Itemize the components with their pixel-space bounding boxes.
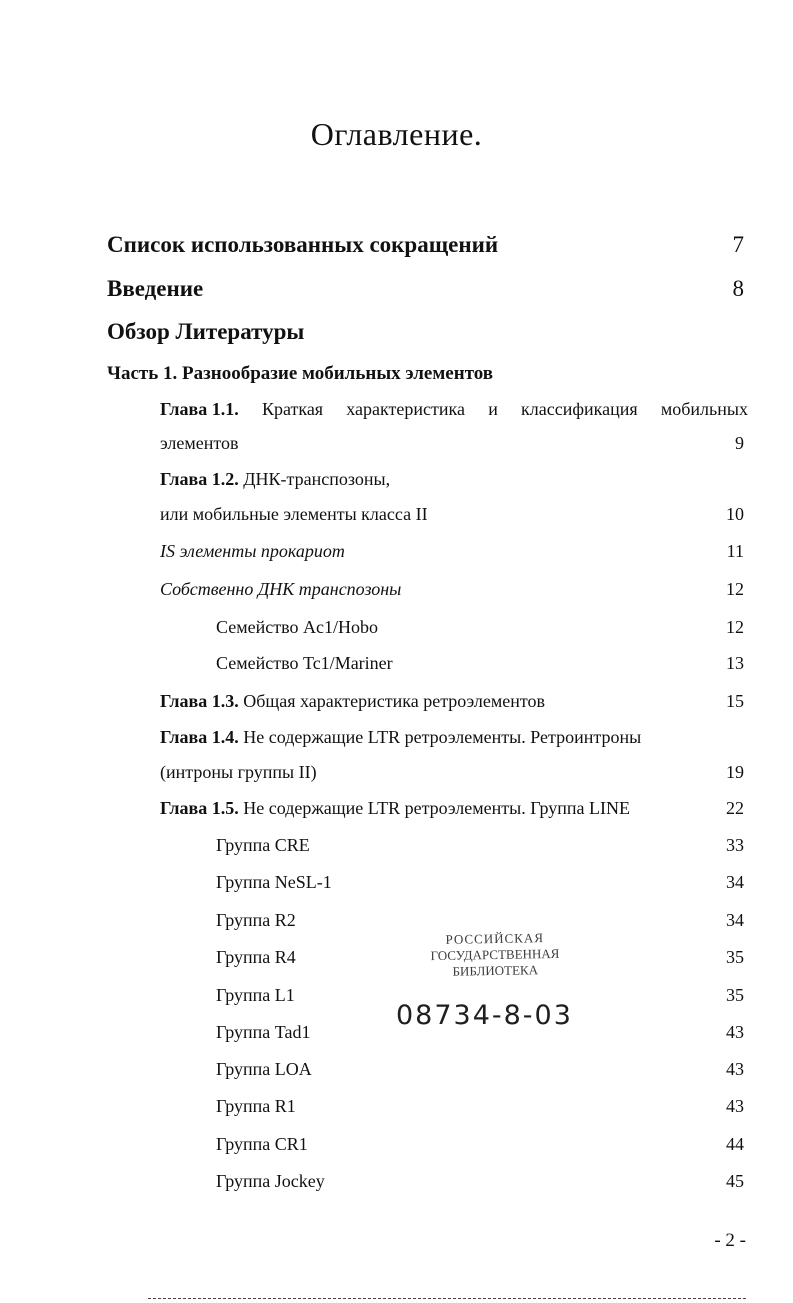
toc-entry-dna-transposons bbox=[160, 579, 744, 600]
toc-entry-page: 22 bbox=[726, 798, 744, 818]
toc-entry-label: Группа L1 bbox=[216, 985, 295, 1005]
toc-entry-tc1-mariner bbox=[216, 653, 744, 674]
toc-entry-label: Семейство Ac1/Hobo bbox=[216, 617, 378, 637]
toc-entry-literature-review bbox=[107, 319, 744, 345]
chapter-prefix: Глава 1.3. bbox=[160, 691, 239, 711]
toc-entry-group bbox=[216, 1096, 744, 1117]
toc-entry-label: Группа CRE bbox=[216, 835, 310, 855]
page-number: - 2 - bbox=[714, 1230, 746, 1251]
toc-entry-page: 43 bbox=[726, 1022, 744, 1042]
toc-entry-label: Не содержащие LTR ретроэлементы. Ретроинтроны bbox=[243, 727, 642, 747]
toc-entry-page: 15 bbox=[726, 691, 744, 711]
handwritten-code-text: 08734-8-03 bbox=[396, 1000, 573, 1031]
toc-entry-chapter-1-2-cont bbox=[160, 504, 744, 525]
toc-entry-label: Группа R4 bbox=[216, 947, 296, 967]
toc-entry-page: 34 bbox=[726, 872, 744, 892]
toc-entry-chapter-1-1 bbox=[160, 399, 748, 420]
toc-entry-group bbox=[216, 872, 744, 893]
chapter-prefix: Глава 1.5. bbox=[160, 798, 239, 818]
toc-entry-chapter-1-3 bbox=[160, 691, 744, 712]
toc-entry-group bbox=[216, 1059, 744, 1080]
toc-entry-page: 9 bbox=[735, 433, 744, 453]
toc-entry-page: 34 bbox=[726, 910, 744, 930]
toc-entry-label: Общая характеристика ретроэлементов bbox=[243, 691, 546, 711]
toc-entry-page: 11 bbox=[726, 541, 744, 561]
toc-entry-chapter-1-5 bbox=[160, 798, 744, 819]
toc-entry-part-1 bbox=[107, 363, 744, 385]
toc-entry-label: Группа Jockey bbox=[216, 1171, 325, 1191]
toc-entry-label: Список использованных сокращений bbox=[107, 232, 499, 257]
toc-entry-chapter-1-4 bbox=[160, 727, 744, 748]
toc-entry-page: 10 bbox=[726, 504, 744, 524]
toc-entry-group bbox=[216, 835, 744, 856]
toc-entry-page: 45 bbox=[726, 1171, 744, 1191]
chapter-word: классификация bbox=[521, 399, 638, 419]
stamp-line: ГОСУДАРСТВЕННАЯ bbox=[430, 945, 560, 964]
toc-entry-page: 35 bbox=[726, 947, 744, 967]
toc-entry-is-elements bbox=[160, 541, 744, 562]
handwritten-code bbox=[394, 990, 664, 1040]
toc-entry-page: 13 bbox=[726, 653, 744, 673]
toc-entry-label: Группа NeSL-1 bbox=[216, 872, 332, 892]
toc-entry-page: 12 bbox=[726, 579, 744, 599]
chapter-word: и bbox=[488, 399, 498, 419]
chapter-word: мобильных bbox=[660, 399, 748, 419]
library-stamp bbox=[395, 929, 596, 980]
toc-entry-page: 43 bbox=[726, 1059, 744, 1079]
toc-entry-label: Группа CR1 bbox=[216, 1134, 308, 1154]
toc-entry-page: 19 bbox=[726, 762, 744, 782]
chapter-word: Краткая bbox=[261, 399, 324, 419]
toc-entry-chapter-1-1-cont bbox=[160, 433, 744, 454]
chapter-word: характеристика bbox=[346, 399, 465, 419]
toc-entry-page: 8 bbox=[732, 276, 744, 301]
toc-entry-page: 43 bbox=[726, 1096, 744, 1116]
toc-entry-label: Группа R1 bbox=[216, 1096, 296, 1116]
toc-entry-label: Собственно ДНК транспозоны bbox=[160, 579, 402, 599]
toc-entry-label: элементов bbox=[160, 433, 239, 453]
toc-entry-label: Введение bbox=[107, 276, 204, 301]
chapter-prefix: Глава 1.2. bbox=[160, 469, 239, 489]
toc-entry-chapter-1-2 bbox=[160, 469, 744, 490]
toc-entry-label: Группа R2 bbox=[216, 910, 296, 930]
toc-entry-group bbox=[216, 1171, 744, 1192]
toc-entry-label: Группа Tad1 bbox=[216, 1022, 311, 1042]
chapter-prefix: Глава 1.4. bbox=[160, 727, 239, 747]
stamp-line: РОССИЙСКАЯ bbox=[445, 930, 545, 947]
page-title: Оглавление. bbox=[310, 116, 483, 152]
chapter-prefix: Глава 1.1. bbox=[160, 399, 239, 419]
toc-entry-page: 7 bbox=[732, 232, 744, 257]
toc-entry-label: Не содержащие LTR ретроэлементы. Группа LINE bbox=[243, 798, 631, 818]
toc-entry-label: или мобильные элементы класса II bbox=[160, 504, 428, 524]
toc-entry-introduction bbox=[107, 276, 744, 302]
toc-entry-chapter-1-4-cont bbox=[160, 762, 744, 783]
toc-entry-label: Группа LOA bbox=[216, 1059, 312, 1079]
footer-divider bbox=[148, 1298, 746, 1299]
toc-entry-label: ДНК-транспозоны, bbox=[243, 469, 391, 489]
toc-entry-label: Обзор Литературы bbox=[107, 319, 305, 344]
toc-entry-page: 44 bbox=[726, 1134, 744, 1154]
stamp-line: БИБЛИОТЕКА bbox=[452, 962, 539, 979]
toc-entry-ac1-hobo bbox=[216, 617, 744, 638]
toc-entry-label: Часть 1. Разнообразие мобильных элементов bbox=[107, 363, 494, 384]
toc-entry-group bbox=[216, 1134, 744, 1155]
toc-entry-label: IS элементы прокариот bbox=[160, 541, 345, 561]
toc-entry-page: 33 bbox=[726, 835, 744, 855]
toc-entry-page: 35 bbox=[726, 985, 744, 1005]
toc-entry-label: Семейство Tc1/Mariner bbox=[216, 653, 393, 673]
toc-entry-label: (интроны группы II) bbox=[160, 762, 317, 782]
toc-entry-abbreviations bbox=[107, 232, 744, 258]
toc-entry-group bbox=[216, 910, 744, 931]
toc-entry-page: 12 bbox=[726, 617, 744, 637]
